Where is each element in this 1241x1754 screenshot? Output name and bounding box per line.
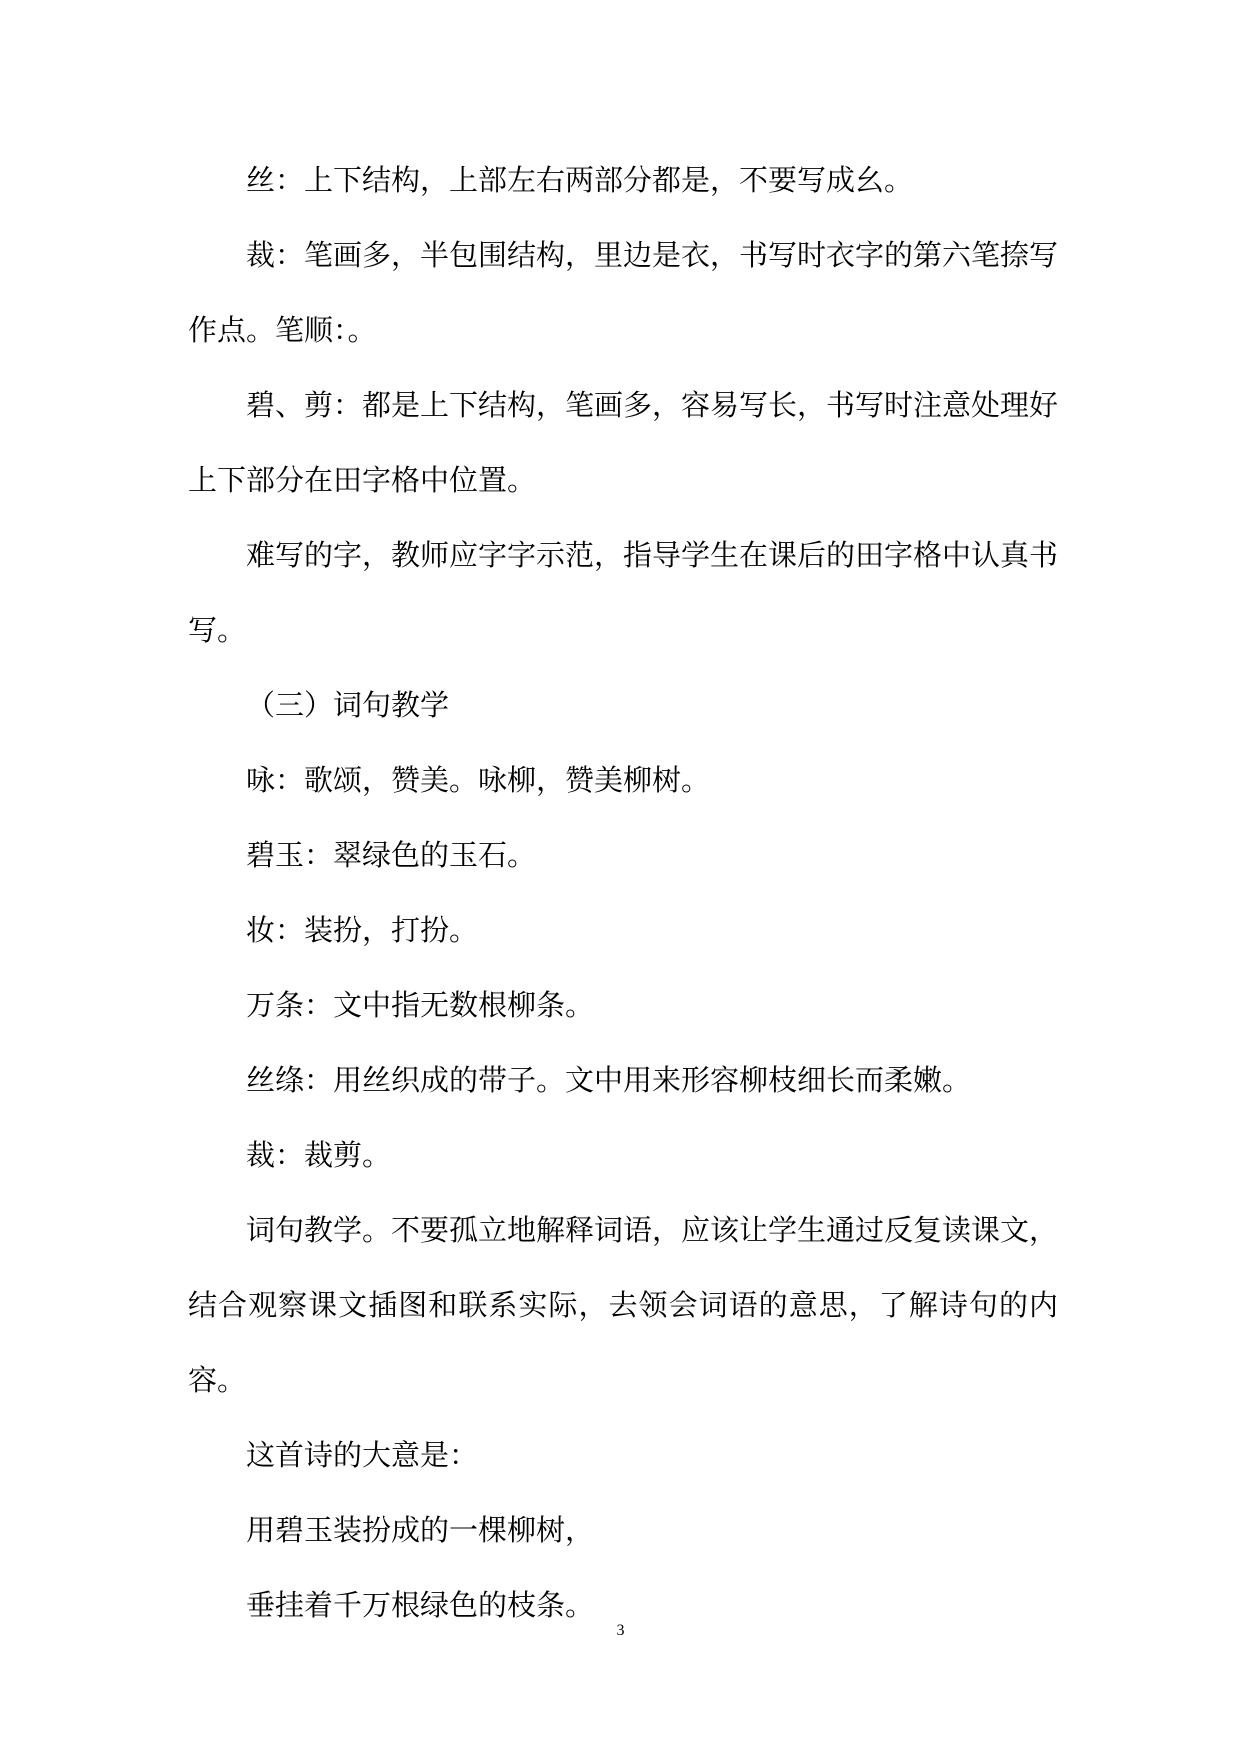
paragraph-bi-jian: 碧、剪：都是上下结构，笔画多，容易写长，书写时注意处理好上下部分在田字格中位置。 [188,388,1059,497]
paragraph-difficult-chars: 难写的字，教师应字字示范，指导学生在课后的田字格中认真书写。 [188,538,1059,647]
paragraph-poem-line-2: 垂挂着千万根绿色的枝条。 [246,1588,595,1622]
section-heading: （三）词句教学 [246,688,450,722]
paragraph-sitao: 丝绦：用丝织成的带子。文中用来形容柳枝细长而柔嫩。 [246,1063,972,1097]
paragraph-biyu: 碧玉：翠绿色的玉石。 [246,838,537,872]
paragraph-teaching-note: 词句教学。不要孤立地解释词语，应该让学生通过反复读课文，结合观察课文插图和联系实际，去领会词语的意思，了解诗句的内容。 [188,1213,1059,1397]
page-number: 3 [616,1622,625,1639]
paragraph-wantiao: 万条：文中指无数根柳条。 [246,988,595,1022]
paragraph-cai: 裁：笔画多，半包围结构，里边是衣，书写时衣字的第六笔捺写作点。笔顺：。 [188,238,1059,347]
paragraph-poem-line-1: 用碧玉装扮成的一棵柳树， [246,1513,595,1547]
paragraph-yong: 咏：歌颂，赞美。咏柳，赞美柳树。 [246,763,711,797]
paragraph-poem-meaning: 这首诗的大意是： [246,1438,479,1472]
document-body [188,143,1058,1643]
paragraph-si: 丝：上下结构，上部左右两部分都是，不要写成幺。 [246,163,914,197]
paragraph-zhuang: 妆：装扮，打扮。 [246,913,479,947]
paragraph-cai-jian: 裁：裁剪。 [246,1138,392,1172]
